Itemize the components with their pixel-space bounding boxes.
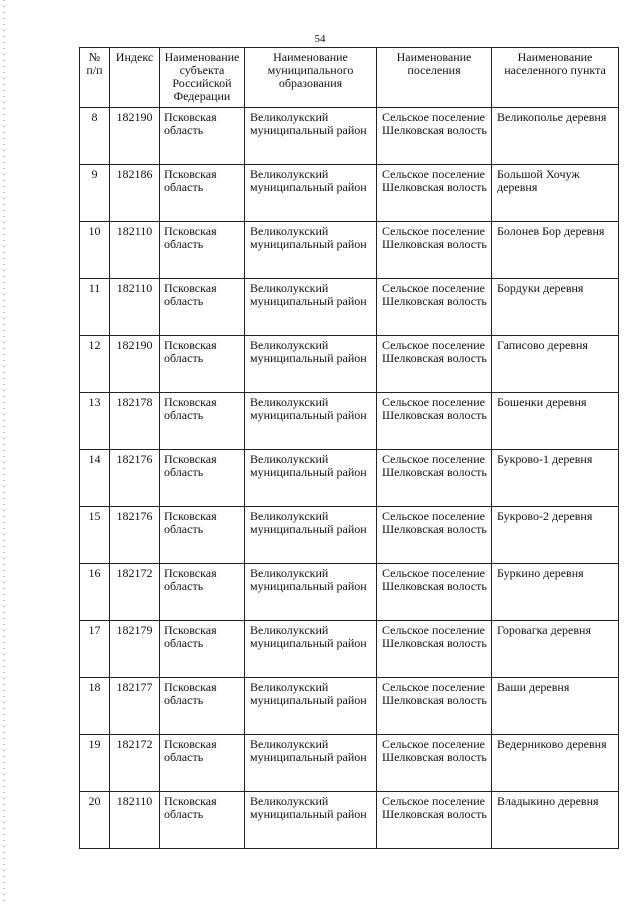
municipality-cell: Великолукский муниципальный район [245, 336, 377, 393]
settlement-cell: Сельское поселение Шелковская волость [377, 336, 492, 393]
municipality-cell: Великолукский муниципальный район [245, 222, 377, 279]
postal-index-cell: 182186 [110, 165, 160, 222]
table-row [80, 507, 619, 564]
postal-index-cell: 182176 [110, 450, 160, 507]
table-row [80, 564, 619, 621]
table-row [80, 450, 619, 507]
row-number-cell: 18 [80, 678, 110, 735]
postal-index-cell: 182176 [110, 507, 160, 564]
federal-subject-cell: Псковская область [160, 450, 245, 507]
row-number-cell: 13 [80, 393, 110, 450]
settlement-cell: Сельское поселение Шелковская волость [377, 393, 492, 450]
table-row [80, 165, 619, 222]
postal-index-cell: 182178 [110, 393, 160, 450]
postal-index-cell: 182177 [110, 678, 160, 735]
locality-cell: Ваши деревня [492, 678, 619, 735]
federal-subject-cell: Псковская область [160, 165, 245, 222]
postal-index-cell: 182110 [110, 792, 160, 849]
federal-subject-cell: Псковская область [160, 678, 245, 735]
table-row [80, 336, 619, 393]
locality-cell: Большой Хочуж деревня [492, 165, 619, 222]
settlement-cell: Сельское поселение Шелковская волость [377, 678, 492, 735]
settlement-cell: Сельское поселение Шелковская волость [377, 450, 492, 507]
header-num: № п/п [80, 48, 110, 108]
municipality-cell: Великолукский муниципальный район [245, 393, 377, 450]
municipality-cell: Великолукский муниципальный район [245, 735, 377, 792]
header-municipality: Наименование муниципального образования [245, 48, 377, 108]
header-subject: Наименование субъекта Российской Федерации [160, 48, 245, 108]
row-number-cell: 15 [80, 507, 110, 564]
federal-subject-cell: Псковская область [160, 222, 245, 279]
row-number-cell: 14 [80, 450, 110, 507]
locality-cell: Гаписово деревня [492, 336, 619, 393]
municipality-cell: Великолукский муниципальный район [245, 678, 377, 735]
postal-index-cell: 182110 [110, 222, 160, 279]
settlement-cell: Сельское поселение Шелковская волость [377, 621, 492, 678]
settlement-cell: Сельское поселение Шелковская волость [377, 564, 492, 621]
table-row [80, 279, 619, 336]
table-row [80, 792, 619, 849]
locality-cell: Буркино деревня [492, 564, 619, 621]
postal-index-cell: 182179 [110, 621, 160, 678]
row-number-cell: 11 [80, 279, 110, 336]
municipality-cell: Великолукский муниципальный район [245, 279, 377, 336]
table-header-row [80, 48, 619, 108]
locality-cell: Великополье деревня [492, 108, 619, 165]
postal-index-cell: 182190 [110, 108, 160, 165]
row-number-cell: 12 [80, 336, 110, 393]
postal-index-cell: 182172 [110, 735, 160, 792]
federal-subject-cell: Псковская область [160, 336, 245, 393]
federal-subject-cell: Псковская область [160, 393, 245, 450]
row-number-cell: 20 [80, 792, 110, 849]
federal-subject-cell: Псковская область [160, 564, 245, 621]
table-row [80, 678, 619, 735]
table-row [80, 393, 619, 450]
federal-subject-cell: Псковская область [160, 792, 245, 849]
municipality-cell: Великолукский муниципальный район [245, 621, 377, 678]
row-number-cell: 16 [80, 564, 110, 621]
locality-cell: Владыкино деревня [492, 792, 619, 849]
federal-subject-cell: Псковская область [160, 507, 245, 564]
settlement-cell: Сельское поселение Шелковская волость [377, 108, 492, 165]
municipality-cell: Великолукский муниципальный район [245, 792, 377, 849]
table-row [80, 735, 619, 792]
row-number-cell: 10 [80, 222, 110, 279]
row-number-cell: 8 [80, 108, 110, 165]
postal-index-cell: 182110 [110, 279, 160, 336]
table-row [80, 222, 619, 279]
locality-cell: Горовагка деревня [492, 621, 619, 678]
table-row [80, 108, 619, 165]
locality-cell: Бошенки деревня [492, 393, 619, 450]
locality-cell: Ведерниково деревня [492, 735, 619, 792]
postal-index-cell: 182172 [110, 564, 160, 621]
federal-subject-cell: Псковская область [160, 279, 245, 336]
settlements-table [79, 47, 619, 849]
row-number-cell: 19 [80, 735, 110, 792]
table-row [80, 621, 619, 678]
header-locality: Наименование населенного пункта [492, 48, 619, 108]
locality-cell: Болонев Бор деревня [492, 222, 619, 279]
municipality-cell: Великолукский муниципальный район [245, 450, 377, 507]
locality-cell: Букрово-1 деревня [492, 450, 619, 507]
locality-cell: Бордуки деревня [492, 279, 619, 336]
row-number-cell: 9 [80, 165, 110, 222]
settlement-cell: Сельское поселение Шелковская волость [377, 507, 492, 564]
page-number: 54 [314, 33, 326, 45]
postal-index-cell: 182190 [110, 336, 160, 393]
municipality-cell: Великолукский муниципальный район [245, 108, 377, 165]
settlement-cell: Сельское поселение Шелковская волость [377, 279, 492, 336]
header-settlement: Наименование поселения [377, 48, 492, 108]
municipality-cell: Великолукский муниципальный район [245, 165, 377, 222]
settlement-cell: Сельское поселение Шелковская волость [377, 165, 492, 222]
settlement-cell: Сельское поселение Шелковская волость [377, 222, 492, 279]
page-edge-border [3, 0, 5, 905]
row-number-cell: 17 [80, 621, 110, 678]
settlement-cell: Сельское поселение Шелковская волость [377, 735, 492, 792]
header-index: Индекс [110, 48, 160, 108]
federal-subject-cell: Псковская область [160, 621, 245, 678]
locality-cell: Букрово-2 деревня [492, 507, 619, 564]
municipality-cell: Великолукский муниципальный район [245, 507, 377, 564]
settlement-cell: Сельское поселение Шелковская волость [377, 792, 492, 849]
municipality-cell: Великолукский муниципальный район [245, 564, 377, 621]
table-body [80, 108, 619, 849]
federal-subject-cell: Псковская область [160, 735, 245, 792]
federal-subject-cell: Псковская область [160, 108, 245, 165]
